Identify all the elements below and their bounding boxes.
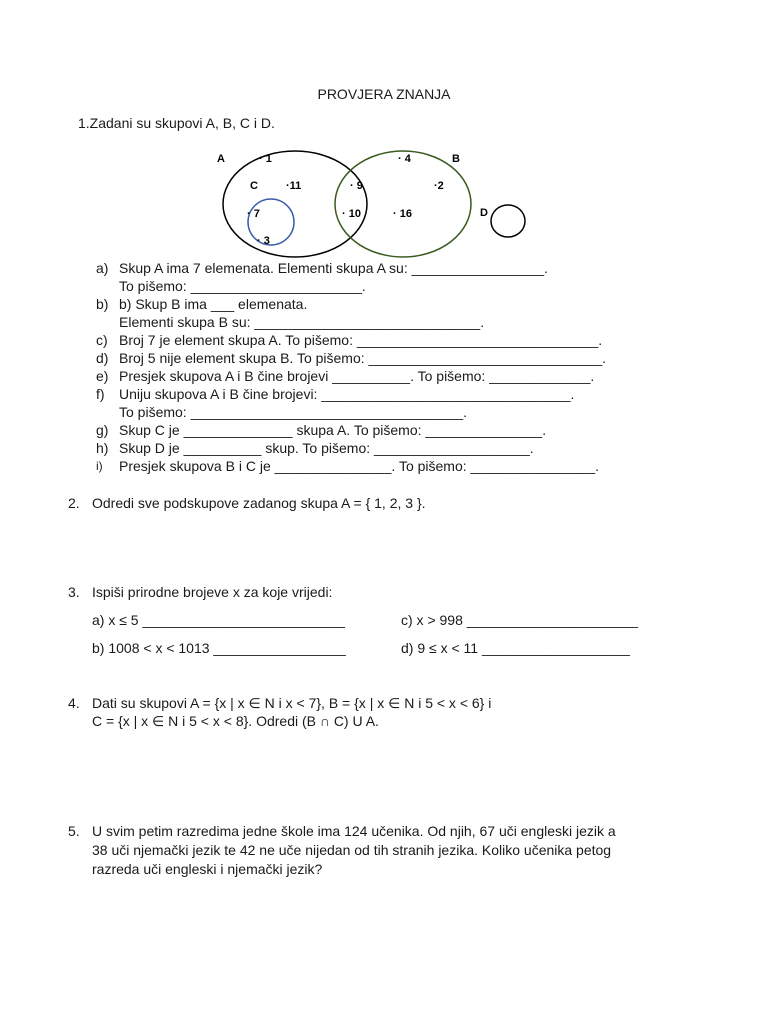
q5-line2: 38 uči njemački jezik te 42 ne uče nijedan od tih stranih jezika. Koliko učenika petog <box>92 842 612 858</box>
set-b-ellipse <box>335 151 471 257</box>
label-a: A <box>217 153 225 165</box>
label-d: D <box>480 207 488 219</box>
element-3: · 3 <box>257 235 270 247</box>
q3-a: a) x ≤ 5 __________________________ <box>92 612 345 628</box>
item-marker-b: b) <box>96 296 109 312</box>
item-g-line1: Skup C je ______________ skupa A. To pišemo: _______________. <box>119 422 547 438</box>
item-e-line1: Presjek skupova A i B čine brojevi __________. To pišemo: _____________. <box>119 368 595 384</box>
item-c-line1: Broj 7 je element skupa A. To pišemo: _______________________________. <box>119 332 603 348</box>
q1-intro: 1.Zadani su skupovi A, B, C i D. <box>78 115 275 131</box>
set-d-ellipse <box>491 205 525 237</box>
element-4: · 4 <box>398 153 411 165</box>
set-a-ellipse <box>223 151 367 257</box>
item-b-line2: Elementi skupa B su: _____________________________. <box>119 314 485 330</box>
item-a-line2: To pišemo: ______________________. <box>119 278 366 294</box>
element-9: · 9 <box>350 180 363 192</box>
q3-c: c) x > 998 ______________________ <box>401 612 639 628</box>
q3-b: b) 1008 < x < 1013 _________________ <box>92 640 346 656</box>
item-a-line1: Skup A ima 7 elemenata. Elementi skupa A su: _________________. <box>119 260 548 276</box>
element-1: · 1 <box>259 153 272 165</box>
item-marker-d: d) <box>96 350 109 366</box>
label-b: B <box>452 153 460 165</box>
q5-line3: razreda uči engleski i njemački jezik? <box>92 861 323 877</box>
item-b-line1: b) Skup B ima ___ elemenata. <box>119 296 308 312</box>
q4-line2: C = {x | x ∈ N i 5 < x < 8}. Odredi (B ∩ C) U A. <box>92 713 379 729</box>
venn-diagram <box>212 148 542 258</box>
item-marker-a: a) <box>96 260 109 276</box>
label-c: C <box>250 180 258 192</box>
q2-number: 2. <box>68 495 80 511</box>
q3-d: d) 9 ≤ x < 11 ___________________ <box>401 640 630 656</box>
q5-line1: U svim petim razredima jedne škole ima 124 učenika. Od njih, 67 uči engleski jezik a <box>92 823 616 839</box>
item-marker-g: g) <box>96 422 109 438</box>
page-title: PROVJERA ZNANJA <box>317 86 451 102</box>
element-11: ·11 <box>286 180 302 192</box>
item-marker-e: e) <box>96 368 109 384</box>
element-10: · 10 <box>342 208 361 220</box>
item-f-line2: To pišemo: ___________________________________. <box>119 404 467 420</box>
element-7: · 7 <box>247 208 260 220</box>
item-marker-h: h) <box>96 440 109 456</box>
q4-line1: Dati su skupovi A = {x | x ∈ N i x < 7}, B = {x | x ∈ N i 5 < x < 6} i <box>92 695 492 711</box>
item-i-line1: Presjek skupova B i C je _______________. To pišemo: ________________. <box>119 458 599 474</box>
set-c-circle <box>248 199 294 245</box>
item-marker-c: c) <box>96 332 108 348</box>
q2-text: Odredi sve podskupove zadanog skupa A = { 1, 2, 3 }. <box>92 495 426 511</box>
item-marker-i: i) <box>96 459 103 473</box>
element-16: · 16 <box>393 208 412 220</box>
q4-number: 4. <box>68 695 80 711</box>
element-2: ·2 <box>434 180 444 192</box>
item-f-line1: Uniju skupova A i B čine brojevi: ________________________________. <box>119 386 575 402</box>
item-d-line1: Broj 5 nije element skupa B. To pišemo: ______________________________. <box>119 350 607 366</box>
q5-number: 5. <box>68 823 80 839</box>
item-h-line1: Skup D je __________ skup. To pišemo: ____________________. <box>119 440 534 456</box>
q3-text: Ispiši prirodne brojeve x za koje vrijedi: <box>92 584 333 600</box>
q3-number: 3. <box>68 584 80 600</box>
item-marker-f: f) <box>96 386 105 402</box>
